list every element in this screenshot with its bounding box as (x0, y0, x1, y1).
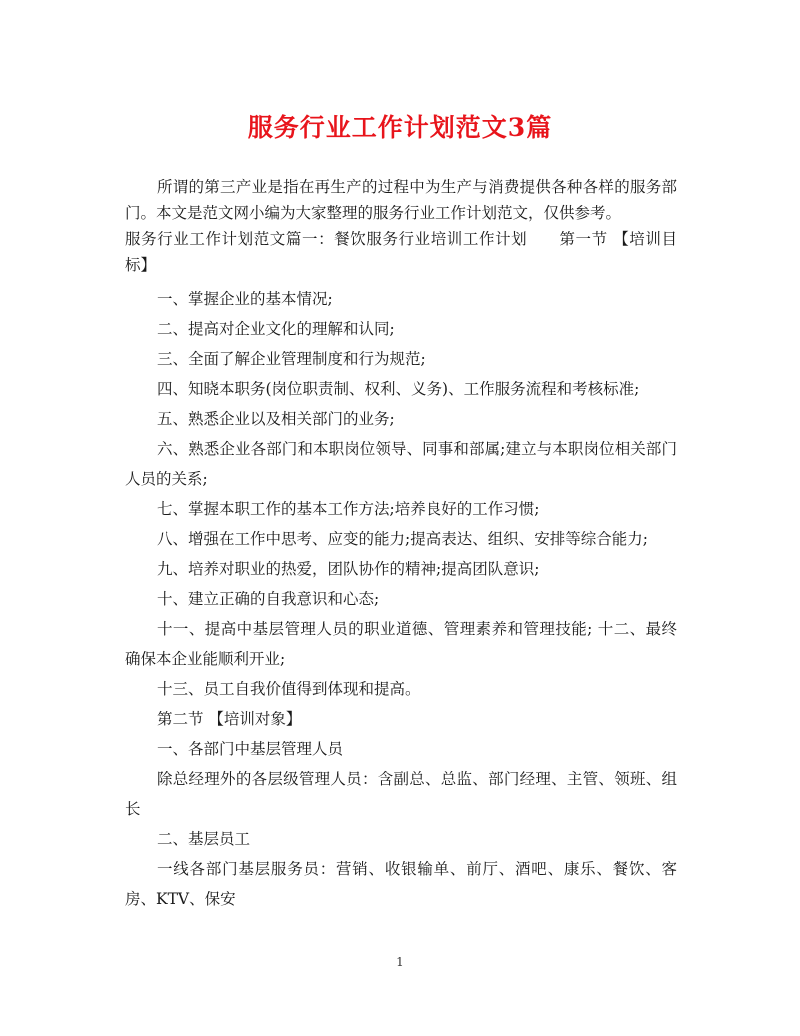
target-group-2: 二、基层员工 (157, 830, 251, 848)
plan-heading-paragraph: 服务行业工作计划范文篇一：餐饮服务行业培训工作计划 第一节 【培训目标】 (125, 230, 677, 274)
list-item-11-12: 十一、提高中基层管理人员的职业道德、管理素养和管理技能; 十二、最终确保本企业能顺利开业; (125, 620, 677, 668)
document-body (125, 174, 677, 914)
list-item-1: 一、掌握企业的基本情况; (157, 290, 333, 308)
intro-paragraph: 所谓的第三产业是指在再生产的过程中为生产与消费提供各种各样的服务部门。本文是范文网小编为大家整理的服务行业工作计划范文，仅供参考。 (125, 178, 677, 222)
list-item-5: 五、熟悉企业以及相关部门的业务; (157, 410, 395, 428)
list-item-8: 八、增强在工作中思考、应变的能力;提高表达、组织、安排等综合能力; (157, 530, 648, 548)
list-item-6: 六、熟悉企业各部门和本职岗位领导、同事和部属;建立与本职岗位相关部门人员的关系; (125, 440, 677, 488)
list-item-7: 七、掌握本职工作的基本工作方法;培养良好的工作习惯; (157, 500, 540, 518)
document-title: 服务行业工作计划范文3篇 (247, 113, 553, 142)
list-item-3: 三、全面了解企业管理制度和行为规范; (157, 350, 426, 368)
target-group-2-detail: 一线各部门基层服务员：营销、收银输单、前厅、酒吧、康乐、餐饮、客房、KTV、保安 (125, 860, 677, 908)
target-group-1-detail: 除总经理外的各层级管理人员：含副总、总监、部门经理、主管、领班、组长 (125, 770, 677, 818)
list-item-4: 四、知晓本职务(岗位职责制、权利、义务)、工作服务流程和考核标准; (157, 380, 640, 398)
list-item-9: 九、培养对职业的热爱，团队协作的精神;提高团队意识; (157, 560, 540, 578)
section-2-heading: 第二节 【培训对象】 (157, 710, 302, 728)
list-item-2: 二、提高对企业文化的理解和认同; (157, 320, 395, 338)
list-item-13: 十三、员工自我价值得到体现和提高。 (157, 680, 421, 698)
target-group-1: 一、各部门中基层管理人员 (157, 740, 344, 758)
page-number: 1 (396, 955, 404, 969)
list-item-10: 十、建立正确的自我意识和心态; (157, 590, 380, 608)
